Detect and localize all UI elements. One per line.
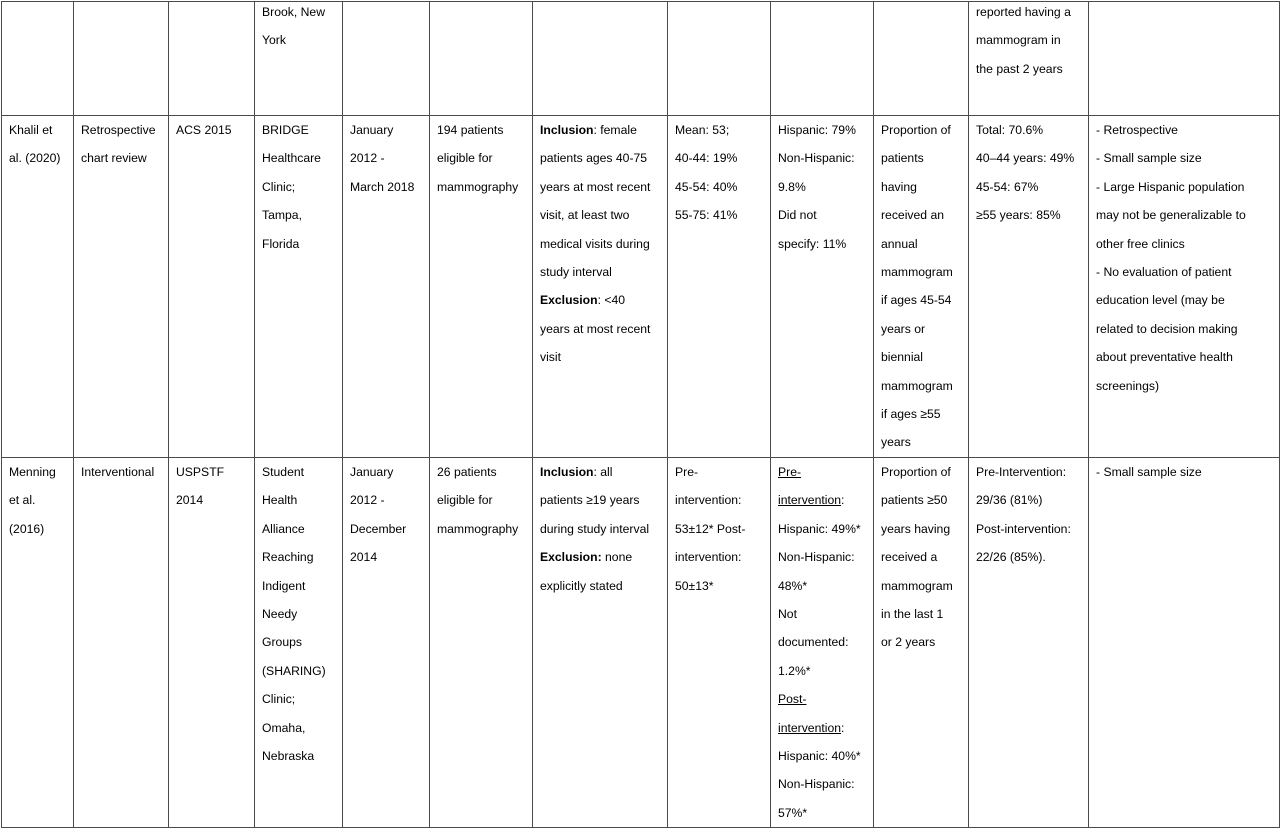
design-cell bbox=[74, 116, 169, 458]
pre-intervention-heading bbox=[778, 486, 869, 514]
guideline-cell bbox=[169, 2, 255, 116]
post-intervention-label: intervention bbox=[778, 720, 842, 735]
cell-line: - Retrospective bbox=[1096, 123, 1178, 137]
age-cell bbox=[668, 116, 771, 458]
cell-line: patients ≥50 bbox=[881, 493, 948, 508]
cell-line: 40–44 years: 49% bbox=[976, 151, 1075, 166]
cell-line: 1.2%* bbox=[778, 663, 811, 678]
cell-line: Pre- bbox=[675, 464, 699, 479]
cell-line: 2014 bbox=[350, 550, 378, 565]
pre-intervention-label: Pre- bbox=[778, 464, 802, 479]
post-intervention-label: Post- bbox=[778, 692, 807, 707]
cell-line: 55-75: 41% bbox=[675, 208, 738, 223]
outcome-cell bbox=[874, 116, 969, 458]
cell-line: mammogram bbox=[881, 265, 953, 280]
criteria-cell bbox=[533, 457, 668, 827]
cell-line: 29/36 (81%) bbox=[976, 493, 1043, 508]
cell-line: 22/26 (85%). bbox=[976, 550, 1046, 565]
cell-line: Not bbox=[778, 606, 797, 621]
cell-line: 53±12* Post- bbox=[675, 521, 746, 536]
setting-cell bbox=[255, 457, 343, 827]
sample-cell bbox=[430, 116, 533, 458]
cell-line: years at most recent bbox=[540, 179, 651, 194]
cell-line: Alliance bbox=[262, 521, 305, 536]
cell-line: 2012 - bbox=[350, 493, 385, 508]
results-cell bbox=[969, 2, 1089, 116]
cell-line: Reaching bbox=[262, 550, 314, 565]
sample-cell bbox=[430, 2, 533, 116]
cell-line: Menning bbox=[9, 464, 56, 479]
cell-line: during study interval bbox=[540, 521, 650, 536]
cell-line: Health bbox=[262, 493, 298, 508]
cell-line: 2012 - bbox=[350, 151, 385, 166]
table-row bbox=[2, 457, 1280, 827]
cell-line: Mean: 53; bbox=[675, 123, 730, 137]
cell-line: 26 patients bbox=[437, 464, 497, 479]
setting-cell bbox=[255, 116, 343, 458]
ethnicity-cell bbox=[771, 2, 874, 116]
outcome-cell bbox=[874, 2, 969, 116]
table-row bbox=[2, 2, 1280, 116]
design-cell bbox=[74, 457, 169, 827]
cell-line: intervention: bbox=[675, 550, 742, 565]
cell-line: Brook, New bbox=[262, 5, 325, 19]
limitations-cell bbox=[1089, 2, 1280, 116]
cell-line: mammography bbox=[437, 179, 519, 194]
cell-line: 194 patients bbox=[437, 123, 504, 137]
pre-intervention-label: intervention bbox=[778, 493, 842, 508]
cell-line: ≥55 years: 85% bbox=[976, 208, 1061, 223]
cell-line: mammogram bbox=[881, 578, 953, 593]
cell-line: Total: 70.6% bbox=[976, 123, 1044, 137]
cell-line: received a bbox=[881, 550, 938, 565]
exclusion-label: Exclusion: bbox=[540, 550, 602, 565]
inclusion-line bbox=[540, 458, 663, 486]
cell-line: 45-54: 67% bbox=[976, 179, 1039, 194]
limitations-cell bbox=[1089, 457, 1280, 827]
cell-line: (SHARING) bbox=[262, 663, 326, 678]
cell-line: 48%* bbox=[778, 578, 808, 593]
cell-line: Interventional bbox=[81, 464, 155, 479]
inclusion-label: Inclusion bbox=[540, 464, 594, 479]
inclusion-text: : female bbox=[593, 123, 637, 137]
cell-line: Khalil et bbox=[9, 123, 53, 137]
cell-line: patients bbox=[881, 151, 924, 166]
cell-line: chart review bbox=[81, 151, 147, 166]
cell-line: Nebraska bbox=[262, 748, 315, 763]
cell-line: visit, at least two bbox=[540, 208, 630, 223]
cell-line: 57%* bbox=[778, 805, 808, 820]
cell-line: al. (2020) bbox=[9, 151, 61, 166]
cell-line: Proportion of bbox=[881, 464, 951, 479]
cell-line: related to decision making bbox=[1096, 321, 1238, 336]
cell-line: eligible for bbox=[437, 151, 493, 166]
cell-line: Proportion of bbox=[881, 123, 951, 137]
inclusion-text: : all bbox=[593, 464, 613, 479]
cell-line: patients ≥19 years bbox=[540, 493, 640, 508]
cell-line: Pre-Intervention: bbox=[976, 464, 1067, 479]
cell-line: Clinic; bbox=[262, 692, 296, 707]
cell-line: Hispanic: 49%* bbox=[778, 521, 861, 536]
period-cell bbox=[343, 457, 430, 827]
cell-line: screenings) bbox=[1096, 378, 1159, 393]
cell-line: - Small sample size bbox=[1096, 464, 1202, 479]
results-cell bbox=[969, 457, 1089, 827]
cell-line: 9.8% bbox=[778, 179, 806, 194]
cell-line: years or bbox=[881, 321, 926, 336]
literature-table bbox=[1, 1, 1280, 828]
cell-line: BRIDGE bbox=[262, 123, 309, 137]
exclusion-line bbox=[540, 543, 663, 571]
cell-line: explicitly stated bbox=[540, 578, 623, 593]
cell-line: documented: bbox=[778, 635, 849, 650]
period-cell bbox=[343, 2, 430, 116]
cell-line: Tampa, bbox=[262, 208, 302, 223]
exclusion-line bbox=[540, 286, 663, 314]
exclusion-text: : <40 bbox=[597, 293, 626, 308]
cell-line: years bbox=[881, 435, 911, 450]
cell-line: USPSTF bbox=[176, 464, 225, 479]
cell-line: mammogram in bbox=[976, 33, 1061, 48]
author-cell bbox=[2, 2, 74, 116]
cell-line: reported having a bbox=[976, 5, 1071, 19]
criteria-cell bbox=[533, 116, 668, 458]
outcome-cell bbox=[874, 457, 969, 827]
cell-line: other free clinics bbox=[1096, 236, 1185, 251]
cell-line: the past 2 years bbox=[976, 61, 1063, 76]
cell-line: if ages ≥55 bbox=[881, 407, 941, 422]
cell-line: Needy bbox=[262, 606, 298, 621]
cell-line: Groups bbox=[262, 635, 302, 650]
cell-line: - No evaluation of patient bbox=[1096, 265, 1232, 280]
cell-line: 2014 bbox=[176, 493, 204, 508]
cell-line: in the last 1 bbox=[881, 606, 944, 621]
cell-line: Indigent bbox=[262, 578, 306, 593]
cell-line: et al. bbox=[9, 493, 36, 508]
cell-line: York bbox=[262, 33, 286, 48]
cell-line: eligible for bbox=[437, 493, 493, 508]
cell-line: education level (may be bbox=[1096, 293, 1225, 308]
cell-line: Omaha, bbox=[262, 720, 306, 735]
criteria-cell bbox=[533, 2, 668, 116]
ethnicity-cell bbox=[771, 457, 874, 827]
cell-line: Healthcare bbox=[262, 151, 321, 166]
inclusion-line bbox=[540, 116, 663, 144]
cell-line: visit bbox=[540, 350, 561, 365]
inclusion-label: Inclusion bbox=[540, 123, 594, 137]
cell-line: if ages 45-54 bbox=[881, 293, 952, 308]
age-cell bbox=[668, 2, 771, 116]
table-row bbox=[2, 116, 1280, 458]
setting-cell bbox=[255, 2, 343, 116]
sample-cell bbox=[430, 457, 533, 827]
cell-line: Florida bbox=[262, 236, 300, 251]
cell-line: 40-44: 19% bbox=[675, 151, 738, 166]
cell-line: 50±13* bbox=[675, 578, 714, 593]
cell-line: (2016) bbox=[9, 521, 45, 536]
label-colon: : bbox=[841, 493, 845, 508]
cell-line: mammography bbox=[437, 521, 519, 536]
author-cell bbox=[2, 116, 74, 458]
cell-line: Hispanic: 79% bbox=[778, 123, 856, 137]
post-intervention-heading bbox=[778, 714, 869, 742]
cell-line: - Large Hispanic population bbox=[1096, 179, 1245, 194]
cell-line: Non-Hispanic: bbox=[778, 777, 855, 792]
exclusion-label: Exclusion bbox=[540, 293, 598, 308]
cell-line: Student bbox=[262, 464, 305, 479]
period-cell bbox=[343, 116, 430, 458]
guideline-cell bbox=[169, 116, 255, 458]
cell-line: January bbox=[350, 123, 394, 137]
results-cell bbox=[969, 116, 1089, 458]
ethnicity-cell bbox=[771, 116, 874, 458]
cell-line: intervention: bbox=[675, 493, 742, 508]
cell-line: - Small sample size bbox=[1096, 151, 1202, 166]
guideline-cell bbox=[169, 457, 255, 827]
label-colon: : bbox=[841, 720, 845, 735]
cell-line: Non-Hispanic: bbox=[778, 550, 855, 565]
cell-line: may not be generalizable to bbox=[1096, 208, 1246, 223]
cell-line: ACS 2015 bbox=[176, 123, 232, 137]
cell-line: 45-54: 40% bbox=[675, 179, 738, 194]
cell-line: years at most recent bbox=[540, 321, 651, 336]
cell-line: Non-Hispanic: bbox=[778, 151, 855, 166]
cell-line: Hispanic: 40%* bbox=[778, 748, 861, 763]
age-cell bbox=[668, 457, 771, 827]
cell-line: Did not bbox=[778, 208, 817, 223]
exclusion-text: none bbox=[601, 550, 633, 565]
cell-line: about preventative health bbox=[1096, 350, 1233, 365]
cell-line: years having bbox=[881, 521, 951, 536]
design-cell bbox=[74, 2, 169, 116]
cell-line: annual bbox=[881, 236, 918, 251]
cell-line: having bbox=[881, 179, 917, 194]
cell-line: March 2018 bbox=[350, 179, 415, 194]
author-cell bbox=[2, 457, 74, 827]
cell-line: study interval bbox=[540, 265, 612, 280]
cell-line: or 2 years bbox=[881, 635, 936, 650]
cell-line: Post-intervention: bbox=[976, 521, 1071, 536]
cell-line: biennial bbox=[881, 350, 924, 365]
cell-line: December bbox=[350, 521, 407, 536]
cell-line: January bbox=[350, 464, 394, 479]
cell-line: received an bbox=[881, 208, 945, 223]
cell-line: mammogram bbox=[881, 378, 953, 393]
cell-line: patients ages 40-75 bbox=[540, 151, 648, 166]
limitations-cell bbox=[1089, 116, 1280, 458]
cell-line: Clinic; bbox=[262, 179, 296, 194]
cell-line: Retrospective bbox=[81, 123, 156, 137]
cell-line: medical visits during bbox=[540, 236, 650, 251]
cell-line: specify: 11% bbox=[778, 236, 847, 251]
